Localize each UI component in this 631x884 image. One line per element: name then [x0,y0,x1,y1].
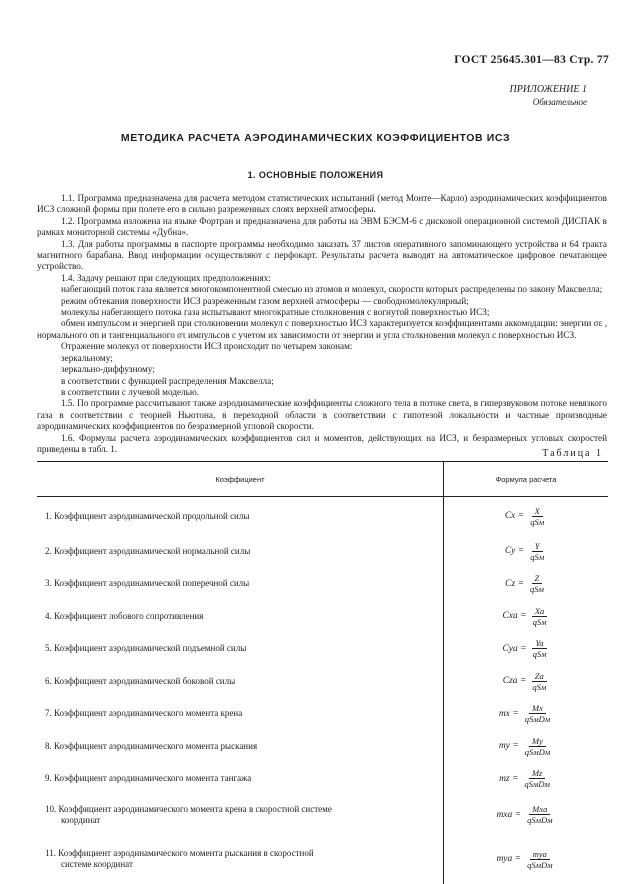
formula-lhs: Cya [502,643,518,654]
formula-cell [444,665,609,698]
formula [496,849,555,870]
paragraph: 1.5. По программе рассчитывают также аэродинамические коэффициенты сложного тела в потоке света, в гиперзвуковом потоке невязкого газа в соответствии с теорией Ньютона, в переходной области в соответствии с гипотезой локальности и частные производные аэродинамических коэффициентов по безразмерной угловой скорости. [37,398,607,432]
numerator: X [532,506,543,517]
paragraph: 1.1. Программа предназначена для расчета методом статистических испытаний (метод Монте—Карло) аэродинамических коэффициентов ИСЗ сложной формы при полете его в сильно разреженных слоях верхней атмосферы. [37,193,607,215]
fraction [529,671,549,692]
denominator: qSмDм [527,815,553,825]
equals-sign: = [509,708,519,719]
denominator: qSмDм [527,859,553,870]
formula-cell [444,633,609,666]
formula-lhs: Cza [502,676,518,687]
coefficient-label: 6. Коэффициент аэродинамической боковой силы [45,675,236,686]
equals-sign: = [517,643,527,654]
paragraph: в соответствии с функцией распределения Максвелла; [61,375,274,386]
formula-lhs: Cx [504,511,516,521]
formula-lhs: Cxa [502,611,518,622]
coefficient-cell [37,497,444,536]
column-header-formula: Формула расчета [444,462,609,497]
numerator: Z [532,573,543,584]
coefficient-cell [37,665,444,698]
formula [502,606,549,627]
paragraph: молекулы набегающего потока газа испытывают многократные столкновения с вогнутой поверхностью ИСЗ; [61,307,490,318]
formula-cell [444,568,609,601]
paragraph: набегающий поток газа является многокомпонентной смесью из атомов и молекул, скорости которых распределены по закону Максвелла; [61,284,603,295]
coefficient-label: 1. Коэффициент аэродинамической продольной силы [45,510,250,521]
coefficient-label: 11. Коэффициент аэродинамического момента рыскания в скоростной [45,848,314,858]
formula [502,638,549,659]
coefficient-cell [37,730,444,763]
paragraph: 1.2. Программа изложена на языке Фортран и предназначена для работы на ЭВМ БЭСМ-6 с дисковой операционной системой ДИСПАК в рамках мониторной системы «Дубна». [37,215,607,238]
formula-cell [444,600,609,633]
section-heading: 1. ОСНОВНЫЕ ПОЛОЖЕНИЯ [247,170,384,180]
fraction [527,506,547,527]
formula-lhs: mxa [496,809,513,820]
denominator: qSм [532,616,547,627]
denominator: qSмDм [524,746,551,757]
fraction [527,573,547,594]
coefficient-cell [37,795,444,834]
formula [499,736,553,757]
coefficient-cell [37,698,444,731]
equals-sign: = [517,611,527,622]
paragraph: режим обтекания поверхности ИСЗ разреженным газом верхней атмосферы — свободномолекулярный; [61,295,469,306]
fraction [522,703,554,724]
formula [505,506,547,527]
appendix-title: ПРИЛОЖЕНИЕ 1 [509,84,587,95]
paragraph: 1.4. Задачу решают при следующих предположениях: [61,272,271,283]
denominator: qSм [529,584,544,595]
coefficient-label: 5. Коэффициент аэродинамической подъемной силы [45,643,247,654]
formula [503,671,550,692]
formula-cell [444,834,609,884]
coefficient-label: 4. Коэффициент лобового сопротивления [45,610,204,621]
denominator: qSм [532,681,547,692]
formula [505,541,547,562]
formula [499,768,553,789]
fraction [524,849,556,870]
coefficient-label-cont: системе координат [61,859,133,869]
equals-sign: = [512,809,522,820]
denominator: qSм [530,551,545,562]
body-text [37,193,607,455]
paragraph: обмен импульсом и энергией при столкновении молекул с поверхностью ИСЗ характеризуется коэффициентами аккомодации: энергии σε , нормального σn и тангенциального στ импульсов с учетом их зависимости от энергии и угла столкновения молекул с поверхностью ИСЗ. [37,318,607,340]
formula [505,573,547,594]
formula-cell [444,795,609,834]
page-header: ГОСТ 25645.301—83 Стр. 77 [454,54,609,66]
formula-lhs: mx [498,708,510,719]
coefficient-cell [37,763,444,796]
column-header-coefficient: Коэффициент [37,462,444,497]
table-row [37,665,608,698]
formula-cell [444,730,609,763]
numerator: Xa [532,606,547,617]
table-row [37,568,608,601]
paragraph: Отражение молекул от поверхности ИСЗ происходит по четырем законам: [61,341,353,352]
formula-lhs: my [498,741,510,752]
table-header-row [37,462,608,497]
paragraph: зеркальному; [61,352,113,363]
coefficient-label: 10. Коэффициент аэродинамического момента крена в скоростной системе [45,803,332,814]
fraction [530,606,550,627]
equals-sign: = [515,578,524,589]
coefficient-label: 2. Коэффициент аэродинамической нормальной силы [45,545,251,556]
coefficient-label: 9. Коэффициент аэродинамического момента тангажа [45,773,252,784]
appendix-label [510,84,588,108]
numerator: Za [532,671,547,682]
table-row [37,497,608,536]
equals-sign: = [509,773,519,784]
coefficient-cell [37,633,444,666]
table-caption: Таблица 1 [542,448,603,459]
formula-lhs: mz [499,773,510,784]
paragraph: зеркально-диффузному; [61,364,155,375]
coefficient-label: 8. Коэффициент аэродинамического момента рыскания [45,740,258,751]
fraction [530,638,550,659]
formula-lhs: mya [496,854,513,864]
denominator: qSм [532,649,547,660]
coefficients-table [37,461,608,884]
paragraph: в соответствии с лучевой моделью. [61,386,200,397]
paragraph: 1.6. Формулы расчета аэродинамических коэффициентов сил и моментов, действующих на ИСЗ, и безразмерных угловых скоростей приведены в табл. 1. [37,432,607,454]
formula-cell [444,698,609,731]
formula [499,703,553,724]
equals-sign: = [515,511,525,521]
fraction [522,736,554,757]
numerator: Mz [529,768,545,779]
paragraph: 1.3. Для работы программы в паспорте программы необходимо заказать 37 листов оперативного запоминающего устройства и 64 тракта магнитного барабана. Ввод информации осуществляют с перфокарт. Результаты расчета выводят на автоматическое цифровое печатающее устройство. [37,238,607,272]
numerator: Mxa [529,804,550,815]
fraction [527,541,547,562]
fraction [521,768,553,789]
numerator: Mx [529,703,546,714]
numerator: Y [532,541,543,552]
coefficient-label: 7. Коэффициент аэродинамического момента крена [45,708,243,719]
table-row [37,795,608,834]
numerator: mya [530,849,550,860]
table-row [37,535,608,568]
table-row [37,600,608,633]
table-row [37,730,608,763]
equals-sign: = [509,741,519,752]
equals-sign: = [517,676,527,687]
table-row [37,763,608,796]
formula-cell [444,497,609,536]
coefficient-label-cont: координат [61,814,101,825]
formula-cell [444,763,609,796]
equals-sign: = [515,546,525,557]
appendix-status: Обязательное [532,97,587,107]
document-title: МЕТОДИКА РАСЧЕТА АЭРОДИНАМИЧЕСКИХ КОЭФФИЦИЕНТОВ ИСЗ [120,132,511,144]
table-row [37,698,608,731]
table-row [37,834,608,884]
formula-cell [444,535,609,568]
coefficient-cell [37,834,444,884]
formula [496,804,555,825]
coefficient-cell [37,568,444,601]
denominator: qSмDм [524,779,550,790]
table-row [37,633,608,666]
coefficient-label: 3. Коэффициент аэродинамической поперечной силы [45,578,250,589]
formula-lhs: Cy [504,546,516,557]
fraction [524,804,556,825]
numerator: My [529,736,546,747]
formula-lhs: Cz [505,578,516,589]
numerator: Ya [532,638,546,649]
denominator: qSмDм [524,714,551,725]
denominator: qSм [530,516,545,527]
coefficient-cell [37,600,444,633]
equals-sign: = [512,854,522,864]
coefficient-cell [37,535,444,568]
